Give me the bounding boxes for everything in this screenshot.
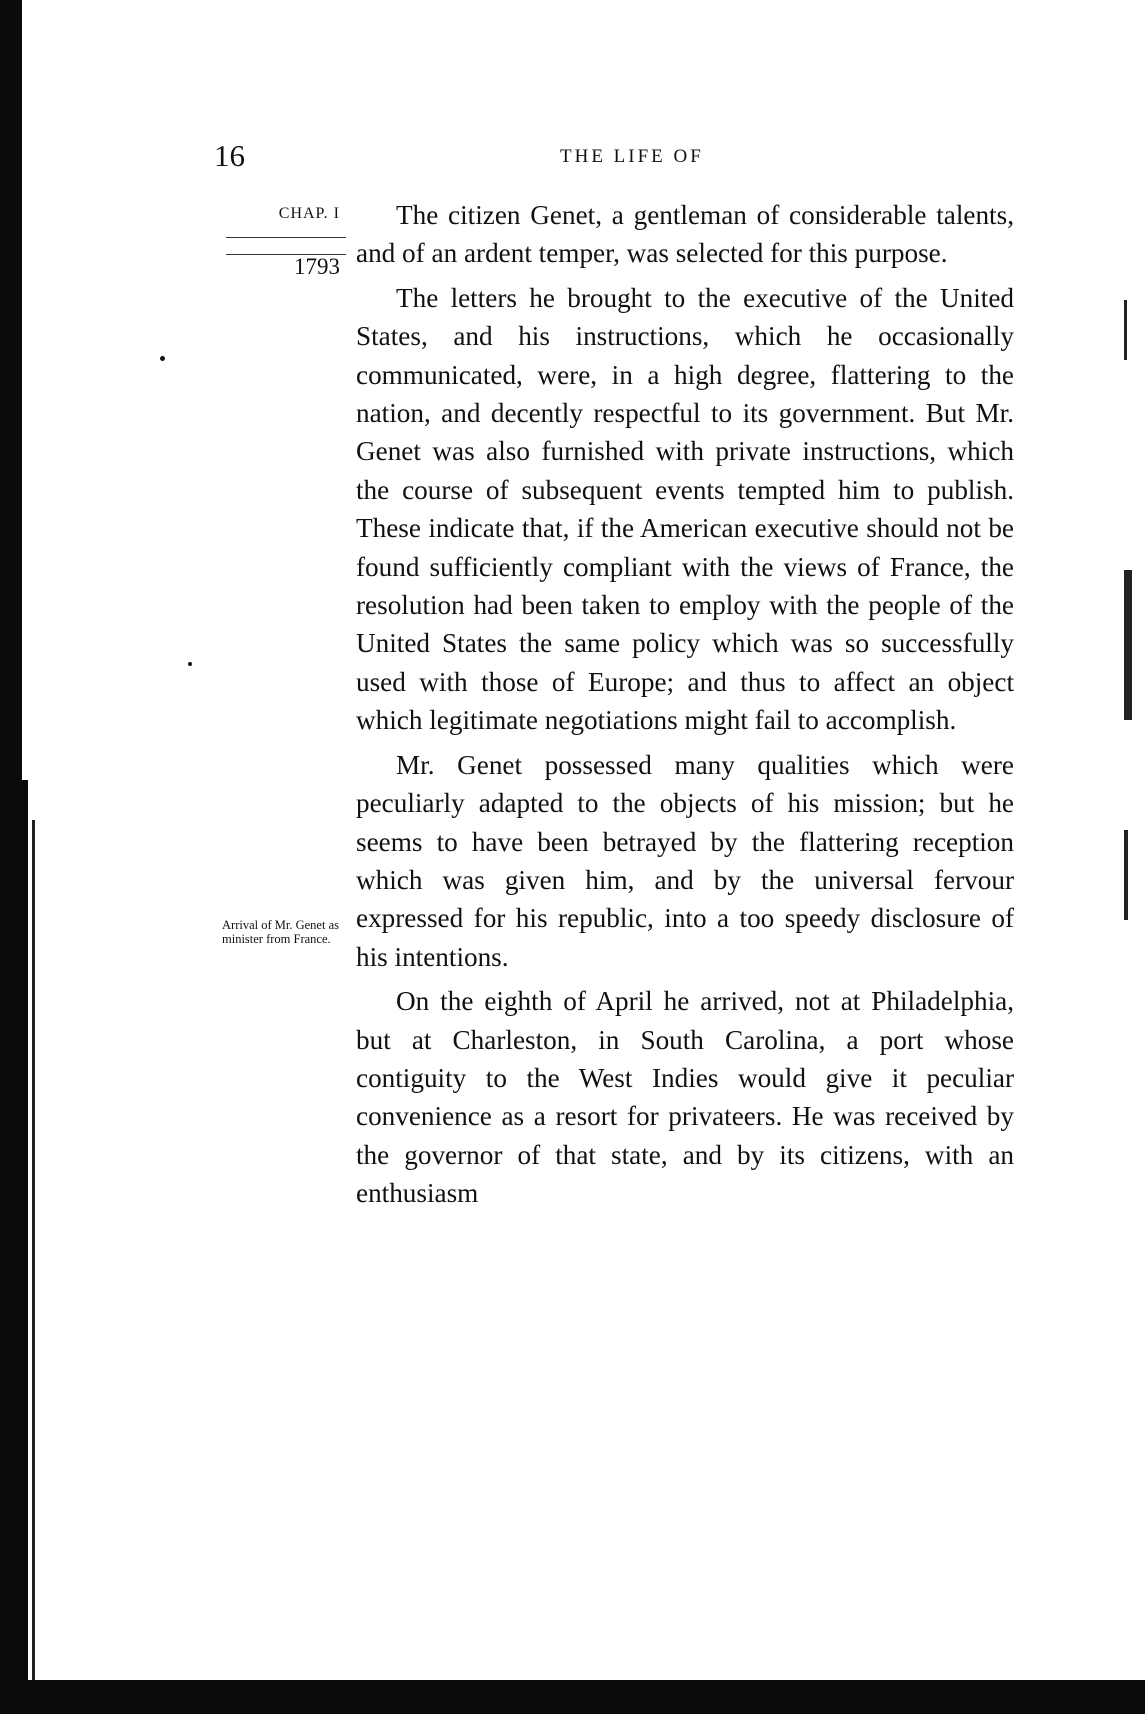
paragraph: On the eighth of April he arrived, not at Philadelphia, but at Charleston, in South Carolina, a port whose contiguity to the West Indies would give it peculiar convenience as a resort for privateers. He was received by the governor of that state, and by its citizens, with an enthusiasm (356, 986, 1014, 1209)
chapter-label: CHAP. I (278, 205, 340, 222)
margin-rule (226, 237, 346, 238)
scan-edge-left (0, 0, 22, 1714)
scan-edge-right-mark (1124, 570, 1132, 720)
body-text (356, 196, 1014, 1213)
year-label: 1793 (294, 254, 340, 279)
paragraph: Mr. Genet possessed many qualities which were peculiarly adapted to the objects of his mission; but he seems to have been betrayed by the flattering reception which was given him, and by the universal fervour expressed for his republic, into a too speedy disclosure of his intentions. (356, 749, 1014, 972)
running-head: THE LIFE OF (560, 146, 704, 167)
scan-speck (160, 356, 165, 361)
scan-edge-left-shadow (22, 780, 28, 1680)
scan-edge-right-mark (1124, 830, 1128, 920)
paragraph: The citizen Genet, a gentleman of considerable talents, and of an ardent temper, was selected for this purpose. (356, 200, 1014, 269)
scan-edge-right-mark (1124, 300, 1127, 360)
scan-speck (188, 662, 192, 666)
margin-sidenote: Arrival of Mr. Genet as minister from France. (222, 918, 339, 946)
scan-edge-left-line (32, 820, 35, 1680)
scan-edge-bottom (0, 1680, 1145, 1714)
page-number: 16 (214, 138, 245, 173)
paragraph: The letters he brought to the executive of the United States, and his instructions, which he occasionally communicated, were, in a high degree, flattering to the nation, and decently respectful to its government. But Mr. Genet was also furnished with private instructions, which the course of subsequent events tempted him to publish. These indicate that, if the American executive should not be found sufficiently compliant with the views of France, the resolution had been taken to employ with the people of the United States the same policy which was so successfully used with those of Europe; and thus to affect an object which legitimate negotiations might fail to accomplish. (356, 282, 1014, 736)
